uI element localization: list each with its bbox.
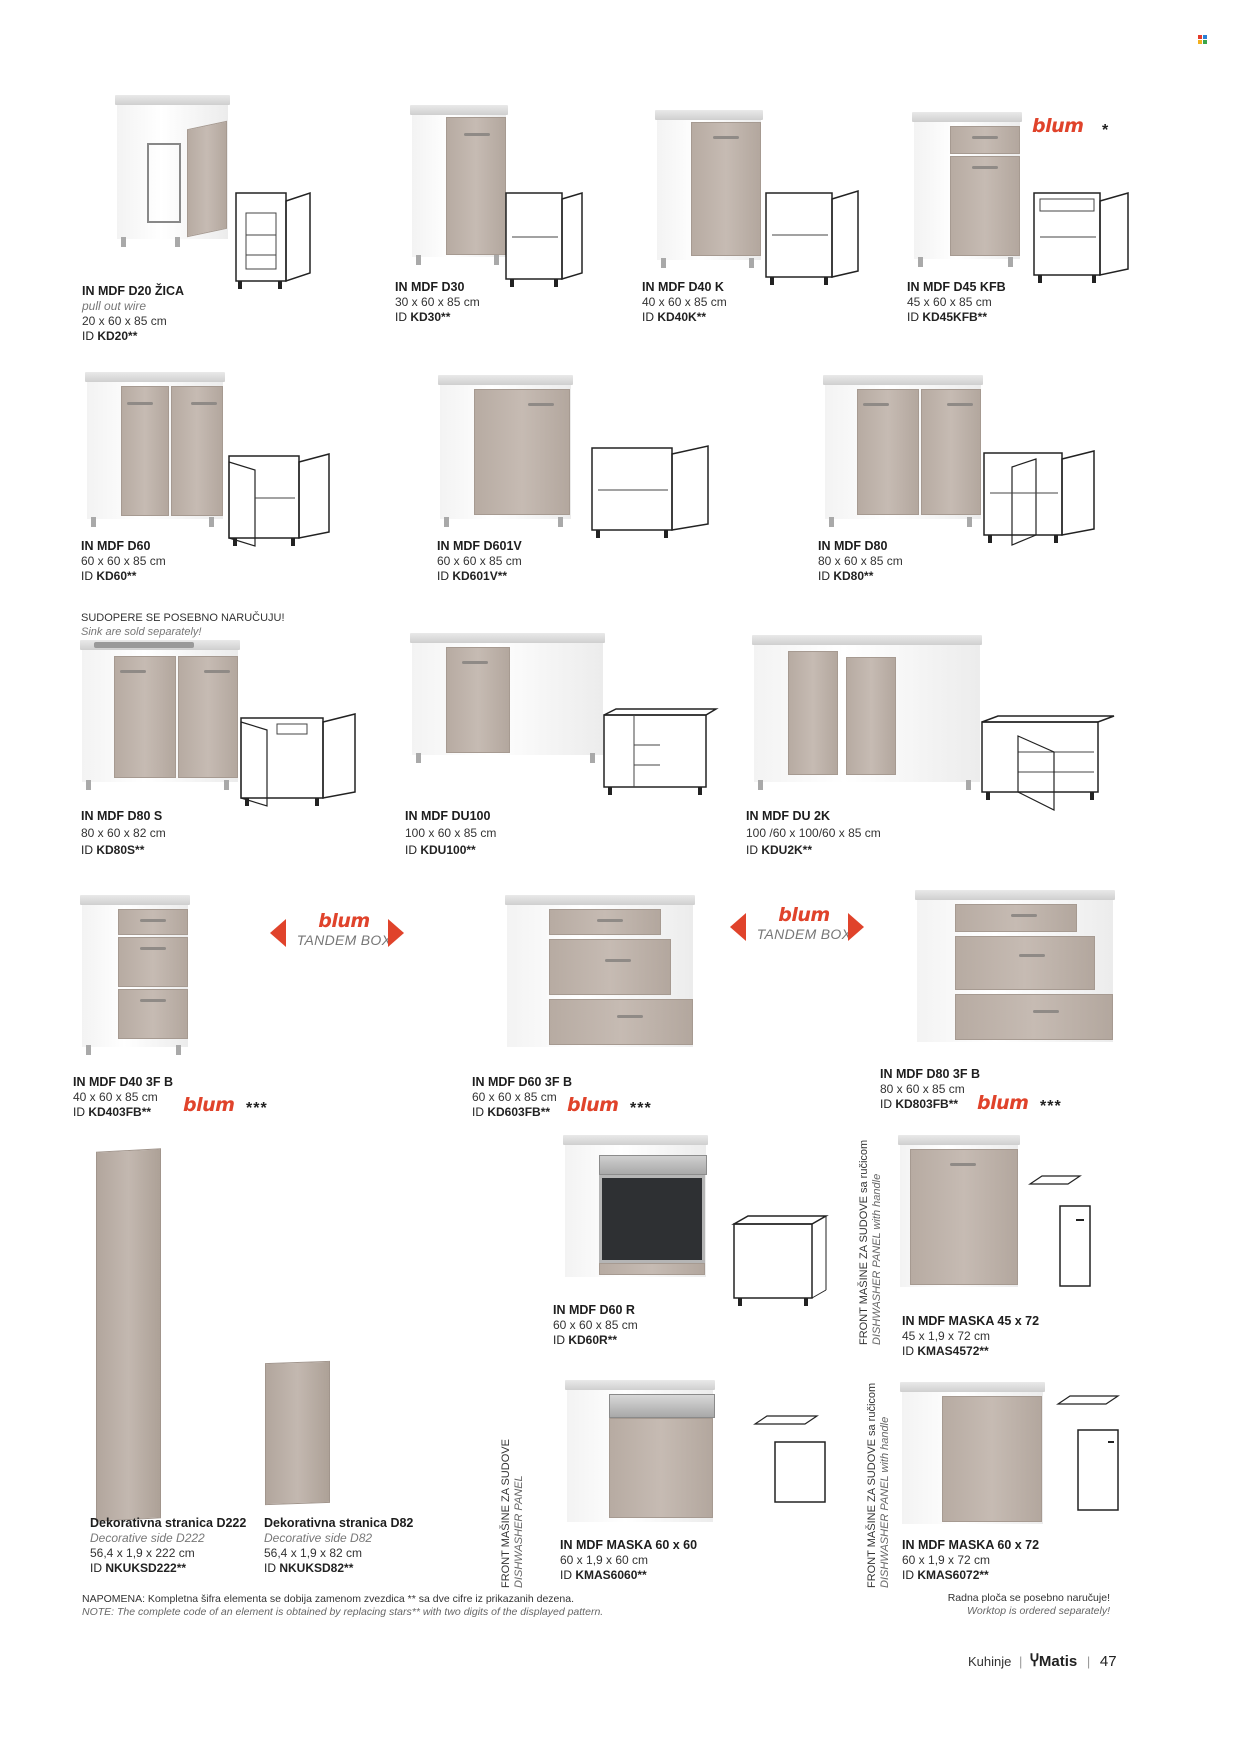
product-id: ID KMAS6060** bbox=[560, 1568, 647, 1582]
napomena-text: NAPOMENA: Kompletna šifra elementa se dobija zamenom zvezdica ** sa dve cifre iz prikazanih dezena. bbox=[82, 1593, 574, 1605]
product-id: ID KMAS6072** bbox=[902, 1568, 989, 1582]
sink-note-line2: Sink are sold separately! bbox=[81, 626, 202, 638]
worktop-note-en: Worktop is ordered separately! bbox=[967, 1605, 1110, 1617]
product-id: ID KDU100** bbox=[405, 843, 476, 857]
product-name: IN MDF D60 R bbox=[553, 1303, 635, 1317]
product-id: ID KD20** bbox=[82, 329, 138, 343]
cabinet-photo-d603fb bbox=[505, 895, 695, 1055]
line-drawing-maska4572 bbox=[1020, 1170, 1120, 1290]
product-info-maska6072 bbox=[902, 1538, 1039, 1583]
product-info-d601v bbox=[437, 539, 522, 584]
blum-logo: blum bbox=[183, 1094, 235, 1116]
product-name: IN MDF D601V bbox=[437, 539, 522, 553]
product-dimensions: 100 x 60 x 85 cm bbox=[405, 826, 497, 840]
product-id: ID NKUKSD82** bbox=[264, 1561, 354, 1575]
product-name: IN MDF D80 3F B bbox=[880, 1067, 981, 1081]
product-info-d80s bbox=[81, 808, 166, 859]
blum-logo: blum bbox=[977, 1092, 1029, 1114]
blum-asterisk: * bbox=[1102, 122, 1110, 139]
product-info-du100 bbox=[405, 808, 496, 859]
footer-section: Kuhinje bbox=[968, 1654, 1012, 1669]
product-dimensions: 60 x 1,9 x 72 cm bbox=[902, 1553, 991, 1567]
cabinet-photo-d80 bbox=[823, 375, 983, 527]
arrow-left-icon bbox=[270, 919, 286, 947]
line-drawing-d60r bbox=[730, 1210, 830, 1320]
cabinet-photo-maska6072 bbox=[900, 1382, 1045, 1532]
product-dimensions: 80 x 60 x 85 cm bbox=[818, 554, 903, 568]
product-name: IN MDF D60 3F B bbox=[472, 1075, 573, 1089]
blum-stars: *** bbox=[246, 1100, 268, 1117]
note-en-text: NOTE: The complete code of an element is obtained by replacing stars** with two digits of the displayed pattern. bbox=[82, 1606, 604, 1618]
product-subtitle: Decorative side D222 bbox=[90, 1531, 205, 1545]
product-id: ID NKUKSD222** bbox=[90, 1561, 187, 1575]
decorative-panel-d82 bbox=[265, 1361, 330, 1505]
product-id: ID KD60R** bbox=[553, 1333, 618, 1347]
product-name: IN MDF D60 bbox=[81, 539, 151, 553]
product-dimensions: 100 /60 x 100/60 x 85 cm bbox=[746, 826, 881, 840]
tandem-box-label: TANDEM BOX bbox=[296, 932, 392, 948]
product-dimensions: 60 x 60 x 85 cm bbox=[437, 554, 522, 568]
page-footer: Kuhinje | ჄMatis | 47 bbox=[968, 1653, 1117, 1670]
product-id: ID KDU2K** bbox=[746, 843, 813, 857]
product-dimensions: 80 x 60 x 85 cm bbox=[880, 1082, 965, 1096]
product-dimensions: 80 x 60 x 82 cm bbox=[81, 826, 166, 840]
blum-tandem-box-2 bbox=[754, 904, 854, 942]
arrow-left-icon bbox=[730, 913, 746, 941]
product-name: IN MDF DU100 bbox=[405, 809, 491, 823]
product-info-maska6060 bbox=[560, 1538, 697, 1583]
blum-logo: blum bbox=[1032, 115, 1084, 137]
product-id: ID KD603FB** bbox=[472, 1105, 551, 1119]
cabinet-photo-maska4572 bbox=[898, 1135, 1020, 1295]
line-drawing-d80 bbox=[980, 445, 1102, 557]
page-number: 47 bbox=[1099, 1653, 1117, 1670]
product-info-d603fb bbox=[472, 1075, 572, 1120]
line-drawing-d30 bbox=[502, 185, 588, 295]
product-name: Dekorativna stranica D82 bbox=[264, 1516, 414, 1530]
worktop-note-sr: Radna ploča se posebno naručuje! bbox=[947, 1592, 1110, 1604]
blum-logo: blum bbox=[778, 904, 830, 926]
product-name: IN MDF MASKA 60 x 60 bbox=[560, 1538, 698, 1552]
line-drawing-d60 bbox=[225, 448, 337, 558]
line-drawing-du2k bbox=[978, 712, 1120, 822]
product-id: ID KD60** bbox=[81, 569, 137, 583]
product-info-d60 bbox=[81, 539, 166, 584]
product-id: ID KD40K** bbox=[642, 310, 707, 324]
product-dimensions: 60 x 60 x 85 cm bbox=[81, 554, 166, 568]
product-info-d82 bbox=[264, 1516, 413, 1576]
product-info-d60r bbox=[553, 1303, 638, 1348]
product-info-d222 bbox=[90, 1516, 246, 1576]
cabinet-photo-d803fb bbox=[915, 890, 1115, 1050]
blum-stars: *** bbox=[1040, 1098, 1062, 1115]
product-dimensions: 20 x 60 x 85 cm bbox=[82, 314, 167, 328]
product-dimensions: 40 x 60 x 85 cm bbox=[73, 1090, 158, 1104]
product-dimensions: 60 x 60 x 85 cm bbox=[472, 1090, 557, 1104]
cabinet-photo-d601v bbox=[438, 375, 573, 527]
product-subtitle: pull out wire bbox=[82, 299, 147, 313]
product-info-d403fb bbox=[73, 1075, 173, 1120]
sink-note-line1: SUDOPERE SE POSEBNO NARUČUJU! bbox=[81, 612, 285, 624]
arrow-right-icon bbox=[848, 913, 864, 941]
product-info-du2k bbox=[746, 808, 881, 859]
blum-tandem-box-1 bbox=[294, 910, 394, 948]
product-info-d40k bbox=[642, 280, 727, 325]
product-id: ID KMAS4572** bbox=[902, 1344, 989, 1358]
line-drawing-d40k bbox=[762, 185, 868, 295]
product-name: IN MDF D80 S bbox=[81, 809, 163, 823]
product-dimensions: 30 x 60 x 85 cm bbox=[395, 295, 480, 309]
cabinet-photo-du2k bbox=[752, 635, 982, 790]
cabinet-photo-d45kfb bbox=[912, 112, 1022, 267]
cabinet-photo-d20 bbox=[115, 95, 230, 247]
cabinet-photo-d80s bbox=[80, 640, 240, 790]
product-name: Dekorativna stranica D222 bbox=[90, 1516, 247, 1530]
line-drawing-maska6072 bbox=[1048, 1390, 1138, 1520]
product-name: IN MDF MASKA 45 x 72 bbox=[902, 1314, 1040, 1328]
product-id: ID KD45KFB** bbox=[907, 310, 988, 324]
product-info-d45kfb bbox=[907, 280, 1006, 325]
line-drawing-d80s bbox=[237, 708, 363, 818]
line-drawing-d20 bbox=[232, 185, 318, 295]
dishwasher-panel-label-2: FRONT MAŠINE ZA SUDOVE DISHWASHER PANEL bbox=[500, 1439, 525, 1588]
blum-logo: blum bbox=[318, 910, 370, 932]
product-info-d803fb bbox=[880, 1067, 980, 1112]
product-dimensions: 56,4 x 1,9 x 222 cm bbox=[90, 1546, 195, 1560]
tandem-box-label: TANDEM BOX bbox=[756, 926, 852, 942]
line-drawing-maska6060 bbox=[745, 1410, 835, 1510]
cabinet-photo-du100 bbox=[410, 633, 605, 763]
product-dimensions: 60 x 1,9 x 60 cm bbox=[560, 1553, 649, 1567]
arrow-right-icon bbox=[388, 919, 404, 947]
product-name: IN MDF D40 3F B bbox=[73, 1075, 174, 1089]
product-id: ID KD80S** bbox=[81, 843, 145, 857]
product-dimensions: 56,4 x 1,9 x 82 cm bbox=[264, 1546, 363, 1560]
cabinet-photo-d30 bbox=[410, 105, 508, 265]
cabinet-photo-d60r bbox=[563, 1135, 708, 1285]
product-id: ID KD80** bbox=[818, 569, 874, 583]
line-drawing-d601v bbox=[588, 440, 716, 550]
cabinet-photo-d40k bbox=[655, 110, 763, 268]
product-id: ID KD403FB** bbox=[73, 1105, 152, 1119]
sink-note bbox=[81, 611, 285, 639]
product-info-d80 bbox=[818, 539, 903, 584]
footer-brand-logo: ჄMatis bbox=[1030, 1653, 1078, 1670]
cabinet-photo-d60 bbox=[85, 372, 225, 527]
product-id: ID KD803FB** bbox=[880, 1097, 959, 1111]
cabinet-photo-maska6060 bbox=[565, 1380, 715, 1530]
product-dimensions: 45 x 60 x 85 cm bbox=[907, 295, 992, 309]
product-dimensions: 40 x 60 x 85 cm bbox=[642, 295, 727, 309]
line-drawing-du100 bbox=[600, 705, 722, 810]
product-name: IN MDF D45 KFB bbox=[907, 280, 1006, 294]
product-id: ID KD30** bbox=[395, 310, 451, 324]
decorative-panel-d222 bbox=[96, 1148, 161, 1521]
product-id: ID KD601V** bbox=[437, 569, 508, 583]
corner-logo-icon bbox=[1198, 35, 1207, 44]
product-dimensions: 60 x 60 x 85 cm bbox=[553, 1318, 638, 1332]
product-info-d20 bbox=[82, 284, 184, 344]
line-drawing-d45kfb bbox=[1030, 185, 1136, 290]
product-name: IN MDF D30 bbox=[395, 280, 465, 294]
product-name: IN MDF DU 2K bbox=[746, 809, 831, 823]
product-name: IN MDF D80 bbox=[818, 539, 888, 553]
product-name: IN MDF D40 K bbox=[642, 280, 724, 294]
worktop-note bbox=[900, 1592, 1110, 1618]
blum-stars: *** bbox=[630, 1100, 652, 1117]
product-name: IN MDF D20 ŽICA bbox=[82, 284, 185, 298]
product-name: IN MDF MASKA 60 x 72 bbox=[902, 1538, 1040, 1552]
napomena-note bbox=[82, 1593, 603, 1619]
product-subtitle: Decorative side D82 bbox=[264, 1531, 373, 1545]
cabinet-photo-d403fb bbox=[80, 895, 190, 1055]
dishwasher-panel-label-3: FRONT MAŠINE ZA SUDOVE sa ručicom DISHWASHER PANEL with handle bbox=[866, 1382, 891, 1588]
blum-logo: blum bbox=[567, 1094, 619, 1116]
product-dimensions: 45 x 1,9 x 72 cm bbox=[902, 1329, 991, 1343]
product-info-maska4572 bbox=[902, 1314, 1039, 1359]
product-info-d30 bbox=[395, 280, 480, 325]
dishwasher-panel-label-1: FRONT MAŠINE ZA SUDOVE sa ručicom DISHWASHER PANEL with handle bbox=[858, 1139, 883, 1345]
